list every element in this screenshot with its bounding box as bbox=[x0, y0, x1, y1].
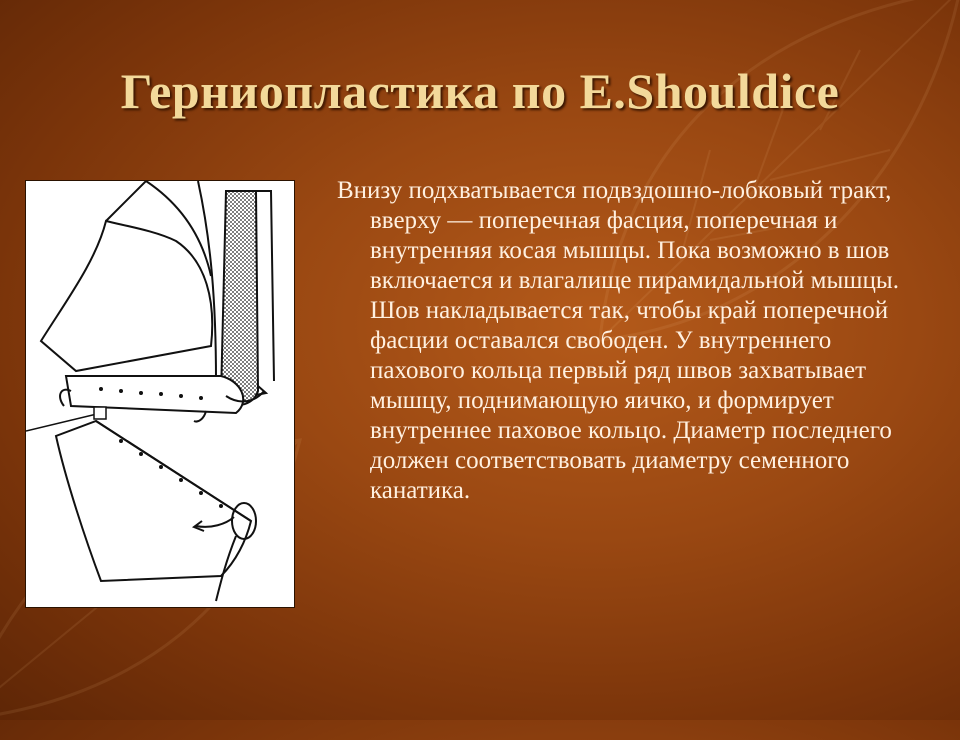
slide-title: Герниопластика по E.Shouldice bbox=[120, 63, 840, 119]
shouldice-suture-diagram bbox=[26, 181, 294, 607]
slide-body-text: Внизу подхватывается подвздошно-лобковый тракт, вверху — поперечная фасция, поперечная и внутренняя косая мышцы. Пока возможно в шов включается и влагалище пирамидальной мышцы. Шов накладывается так, чтобы край поперечной фасции оставался свободен. У внутреннего пахового кольца первый ряд швов захватывает мышцу, поднимающую яичко, и формирует внутреннее паховое кольцо. Диаметр последнего должен соответствовать диаметру семенного канатика. bbox=[337, 177, 899, 504]
surgical-illustration bbox=[25, 180, 295, 608]
